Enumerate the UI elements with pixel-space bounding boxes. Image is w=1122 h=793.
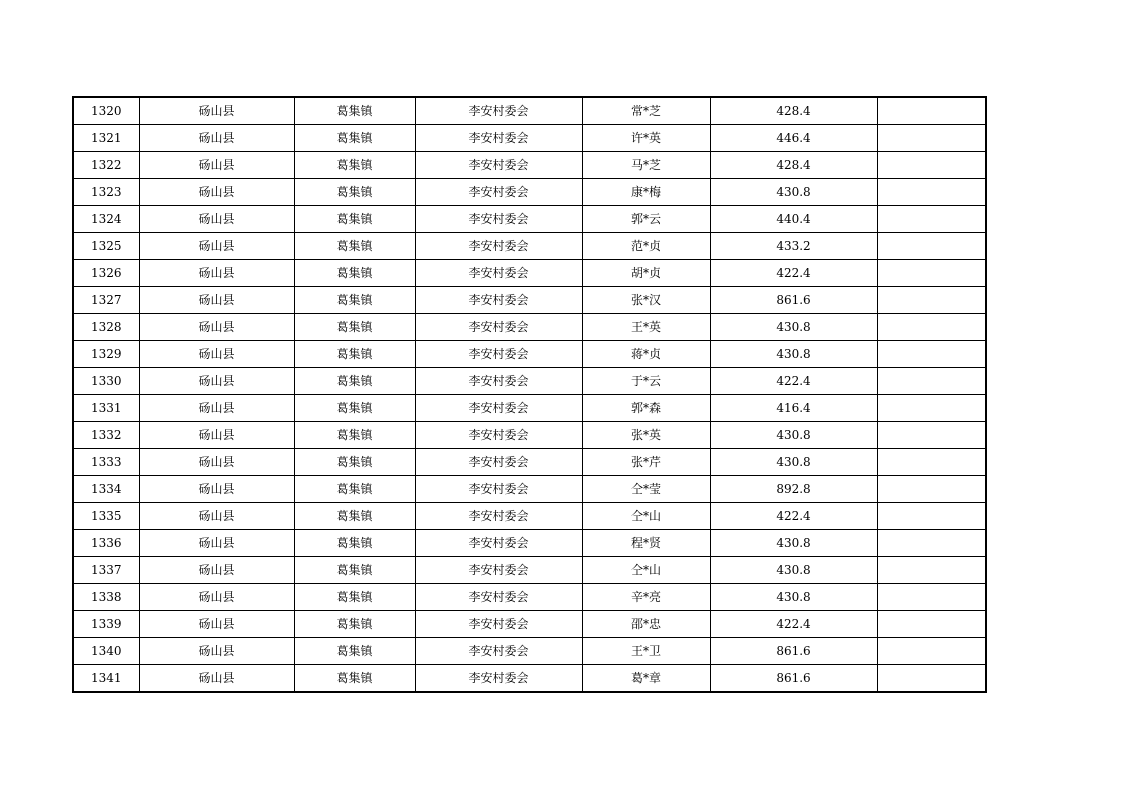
cell-note (877, 557, 986, 584)
cell-county: 砀山县 (139, 530, 294, 557)
cell-village: 李安村委会 (415, 665, 582, 693)
cell-person-name: 邵*忠 (582, 611, 710, 638)
cell-amount: 430.8 (710, 422, 877, 449)
cell-serial-number: 1334 (73, 476, 139, 503)
cell-note (877, 260, 986, 287)
cell-amount: 422.4 (710, 611, 877, 638)
cell-note (877, 638, 986, 665)
cell-county: 砀山县 (139, 152, 294, 179)
cell-county: 砀山县 (139, 287, 294, 314)
cell-town: 葛集镇 (294, 530, 415, 557)
cell-village: 李安村委会 (415, 449, 582, 476)
cell-serial-number: 1336 (73, 530, 139, 557)
cell-person-name: 范*贞 (582, 233, 710, 260)
cell-person-name: 郭*森 (582, 395, 710, 422)
cell-serial-number: 1324 (73, 206, 139, 233)
cell-person-name: 许*英 (582, 125, 710, 152)
cell-county: 砀山县 (139, 368, 294, 395)
cell-county: 砀山县 (139, 314, 294, 341)
cell-amount: 446.4 (710, 125, 877, 152)
cell-amount: 430.8 (710, 584, 877, 611)
table-row (73, 557, 986, 584)
cell-town: 葛集镇 (294, 260, 415, 287)
cell-village: 李安村委会 (415, 368, 582, 395)
cell-note (877, 611, 986, 638)
table-row (73, 530, 986, 557)
cell-serial-number: 1320 (73, 97, 139, 125)
cell-person-name: 康*梅 (582, 179, 710, 206)
cell-village: 李安村委会 (415, 125, 582, 152)
cell-person-name: 葛*章 (582, 665, 710, 693)
cell-person-name: 郭*云 (582, 206, 710, 233)
cell-village: 李安村委会 (415, 611, 582, 638)
cell-amount: 430.8 (710, 341, 877, 368)
table-row (73, 260, 986, 287)
cell-note (877, 530, 986, 557)
cell-amount: 428.4 (710, 97, 877, 125)
cell-person-name: 程*贤 (582, 530, 710, 557)
table-row (73, 638, 986, 665)
cell-serial-number: 1321 (73, 125, 139, 152)
cell-person-name: 马*芝 (582, 152, 710, 179)
cell-village: 李安村委会 (415, 152, 582, 179)
cell-amount: 428.4 (710, 152, 877, 179)
cell-person-name: 于*云 (582, 368, 710, 395)
cell-county: 砀山县 (139, 476, 294, 503)
cell-serial-number: 1338 (73, 584, 139, 611)
cell-town: 葛集镇 (294, 422, 415, 449)
cell-village: 李安村委会 (415, 584, 582, 611)
cell-county: 砀山县 (139, 341, 294, 368)
cell-town: 葛集镇 (294, 152, 415, 179)
cell-amount: 422.4 (710, 503, 877, 530)
cell-serial-number: 1332 (73, 422, 139, 449)
cell-village: 李安村委会 (415, 260, 582, 287)
cell-person-name: 辛*亮 (582, 584, 710, 611)
cell-county: 砀山县 (139, 422, 294, 449)
cell-county: 砀山县 (139, 503, 294, 530)
table-row (73, 152, 986, 179)
table-row (73, 476, 986, 503)
cell-village: 李安村委会 (415, 557, 582, 584)
table-row (73, 611, 986, 638)
cell-village: 李安村委会 (415, 341, 582, 368)
cell-person-name: 常*芝 (582, 97, 710, 125)
cell-note (877, 476, 986, 503)
cell-amount: 440.4 (710, 206, 877, 233)
cell-serial-number: 1329 (73, 341, 139, 368)
cell-note (877, 584, 986, 611)
cell-county: 砀山县 (139, 584, 294, 611)
cell-county: 砀山县 (139, 179, 294, 206)
cell-county: 砀山县 (139, 97, 294, 125)
cell-person-name: 仝*山 (582, 503, 710, 530)
cell-person-name: 张*芹 (582, 449, 710, 476)
cell-amount: 861.6 (710, 665, 877, 693)
cell-amount: 422.4 (710, 260, 877, 287)
cell-person-name: 仝*莹 (582, 476, 710, 503)
cell-village: 李安村委会 (415, 97, 582, 125)
cell-amount: 430.8 (710, 449, 877, 476)
cell-amount: 861.6 (710, 287, 877, 314)
table-row (73, 422, 986, 449)
cell-town: 葛集镇 (294, 97, 415, 125)
cell-village: 李安村委会 (415, 206, 582, 233)
cell-town: 葛集镇 (294, 125, 415, 152)
cell-serial-number: 1331 (73, 395, 139, 422)
cell-amount: 892.8 (710, 476, 877, 503)
table-row (73, 125, 986, 152)
cell-person-name: 胡*贞 (582, 260, 710, 287)
data-table (72, 96, 987, 693)
cell-amount: 422.4 (710, 368, 877, 395)
cell-village: 李安村委会 (415, 314, 582, 341)
table-row (73, 341, 986, 368)
cell-person-name: 王*卫 (582, 638, 710, 665)
cell-person-name: 蒋*贞 (582, 341, 710, 368)
cell-amount: 430.8 (710, 557, 877, 584)
cell-note (877, 341, 986, 368)
cell-town: 葛集镇 (294, 206, 415, 233)
cell-serial-number: 1335 (73, 503, 139, 530)
cell-village: 李安村委会 (415, 638, 582, 665)
cell-county: 砀山县 (139, 125, 294, 152)
cell-serial-number: 1337 (73, 557, 139, 584)
table-body (73, 97, 986, 692)
cell-village: 李安村委会 (415, 476, 582, 503)
cell-county: 砀山县 (139, 449, 294, 476)
cell-serial-number: 1328 (73, 314, 139, 341)
table-row (73, 206, 986, 233)
cell-serial-number: 1325 (73, 233, 139, 260)
cell-note (877, 287, 986, 314)
cell-town: 葛集镇 (294, 503, 415, 530)
cell-town: 葛集镇 (294, 314, 415, 341)
cell-note (877, 314, 986, 341)
cell-person-name: 仝*山 (582, 557, 710, 584)
table-row (73, 314, 986, 341)
table-row (73, 179, 986, 206)
cell-amount: 433.2 (710, 233, 877, 260)
cell-town: 葛集镇 (294, 233, 415, 260)
cell-note (877, 503, 986, 530)
cell-town: 葛集镇 (294, 395, 415, 422)
cell-town: 葛集镇 (294, 557, 415, 584)
cell-town: 葛集镇 (294, 179, 415, 206)
cell-town: 葛集镇 (294, 368, 415, 395)
cell-village: 李安村委会 (415, 503, 582, 530)
cell-serial-number: 1323 (73, 179, 139, 206)
cell-county: 砀山县 (139, 611, 294, 638)
cell-person-name: 张*汉 (582, 287, 710, 314)
cell-town: 葛集镇 (294, 638, 415, 665)
cell-person-name: 王*英 (582, 314, 710, 341)
cell-town: 葛集镇 (294, 476, 415, 503)
cell-county: 砀山县 (139, 260, 294, 287)
cell-amount: 430.8 (710, 530, 877, 557)
cell-note (877, 422, 986, 449)
cell-village: 李安村委会 (415, 287, 582, 314)
cell-note (877, 395, 986, 422)
table-row (73, 97, 986, 125)
table-row (73, 503, 986, 530)
cell-town: 葛集镇 (294, 341, 415, 368)
cell-town: 葛集镇 (294, 611, 415, 638)
cell-county: 砀山县 (139, 557, 294, 584)
cell-serial-number: 1340 (73, 638, 139, 665)
cell-serial-number: 1333 (73, 449, 139, 476)
table-row (73, 368, 986, 395)
table-row (73, 233, 986, 260)
cell-county: 砀山县 (139, 395, 294, 422)
cell-town: 葛集镇 (294, 449, 415, 476)
cell-note (877, 206, 986, 233)
cell-note (877, 665, 986, 693)
table-row (73, 665, 986, 693)
cell-note (877, 97, 986, 125)
cell-county: 砀山县 (139, 206, 294, 233)
cell-village: 李安村委会 (415, 179, 582, 206)
cell-village: 李安村委会 (415, 530, 582, 557)
cell-town: 葛集镇 (294, 584, 415, 611)
cell-serial-number: 1339 (73, 611, 139, 638)
cell-note (877, 233, 986, 260)
cell-amount: 861.6 (710, 638, 877, 665)
cell-amount: 416.4 (710, 395, 877, 422)
cell-serial-number: 1330 (73, 368, 139, 395)
cell-note (877, 449, 986, 476)
cell-note (877, 152, 986, 179)
cell-serial-number: 1327 (73, 287, 139, 314)
cell-town: 葛集镇 (294, 665, 415, 693)
cell-note (877, 125, 986, 152)
cell-town: 葛集镇 (294, 287, 415, 314)
cell-amount: 430.8 (710, 179, 877, 206)
table-row (73, 584, 986, 611)
cell-county: 砀山县 (139, 233, 294, 260)
cell-note (877, 368, 986, 395)
cell-county: 砀山县 (139, 638, 294, 665)
cell-person-name: 张*英 (582, 422, 710, 449)
cell-note (877, 179, 986, 206)
cell-serial-number: 1322 (73, 152, 139, 179)
cell-serial-number: 1341 (73, 665, 139, 693)
table-row (73, 287, 986, 314)
cell-serial-number: 1326 (73, 260, 139, 287)
cell-village: 李安村委会 (415, 422, 582, 449)
table-row (73, 449, 986, 476)
cell-village: 李安村委会 (415, 395, 582, 422)
cell-amount: 430.8 (710, 314, 877, 341)
cell-county: 砀山县 (139, 665, 294, 693)
cell-village: 李安村委会 (415, 233, 582, 260)
table-row (73, 395, 986, 422)
